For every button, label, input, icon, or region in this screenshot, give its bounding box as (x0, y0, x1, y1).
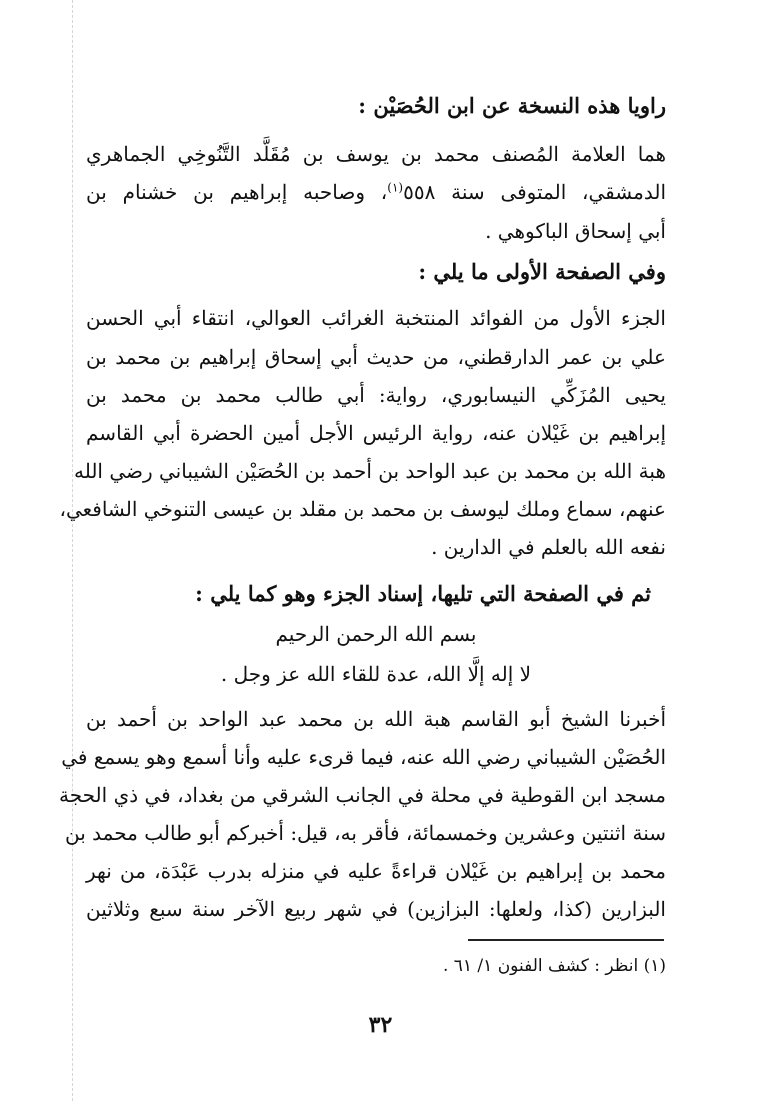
para2-line5: هبة الله بن محمد بن عبد الواحد بن أحمد بن الحُصَيْن الشيباني رضي الله (73, 459, 666, 483)
para1-line2-end: ، وصاحبه إبراهيم بن خشنام بن (86, 180, 388, 204)
para2-line6: عنهم، سماع وملك ليوسف بن محمد بن مقلد بن عيسى التنوخي الشافعي، (59, 497, 666, 521)
para3-line1: أخبرنا الشيخ أبو القاسم هبة الله بن محمد عبد الواحد بن أحمد بن (86, 707, 666, 731)
tahlil: لا إله إلَّا الله، عدة للقاء الله عز وجل . (220, 662, 532, 686)
para3-line2: الحُصَيْن الشيباني رضي الله عنه، فيما قرىء عليه وأنا أسمع وهو يسمع في (61, 745, 666, 769)
page-number: ٣٢ (368, 1012, 393, 1038)
heading-narrators: راويا هذه النسخة عن ابن الحُصَيْن : (358, 93, 666, 118)
scan-binding-edge (72, 0, 73, 1101)
para2-line4: إبراهيم بن غَيْلان عنه، رواية الرئيس الأجل أمين الحضرة أبي القاسم (86, 421, 666, 445)
para2-line7: نفعه الله بالعلم في الدارين . (431, 535, 666, 559)
para3-line3: مسجد ابن القوطية في محلة في الجانب الشرقي من بغداد، في ذي الحجة (59, 783, 666, 807)
para1-line2-start: الدمشقي، المتوفى سنة ٥٥٨ (403, 180, 666, 204)
para3-line4: سنة اثنتين وعشرين وخمسمائة، فأقر به، قيل: أخبركم أبو طالب محمد بن (65, 821, 666, 845)
footnote-marker: (١) (387, 180, 404, 195)
heading-first-page: وفي الصفحة الأولى ما يلي : (418, 259, 666, 284)
footnote: (١) انظر : كشف الفنون ١/ ٦١ . (442, 956, 666, 976)
para1-line1: هما العلامة المُصنف محمد بن يوسف بن مُقَلَّد التَّنُوخِي الجماهري (86, 142, 666, 166)
footnote-divider (468, 939, 664, 941)
para1-line3: أبي إسحاق الباكوهي . (485, 219, 666, 243)
para2-line3: يحيى المُزَكِّي النيسابوري، رواية: أبي طالب محمد بن محمد بن (86, 383, 666, 407)
para2-line1: الجزء الأول من الفوائد المنتخبة الغرائب العوالي، انتقاء أبي الحسن (86, 306, 666, 330)
para3-line5: محمد بن إبراهيم بن غَيْلان قراءةً عليه في منزله بدرب عَبْدَة، من نهر (86, 859, 666, 883)
para1-line2 (86, 178, 666, 206)
para3-line6: البزارين (كذا، ولعلها: البزازين) في شهر ربيع الآخر سنة سبع وثلاثين (86, 897, 666, 921)
basmala: بسم الله الرحمن الرحيم (275, 622, 477, 646)
heading-next-page: ثم في الصفحة التي تليها، إسناد الجزء وهو كما يلي : (195, 581, 651, 606)
para2-line2: علي بن عمر الدارقطني، من حديث أبي إسحاق إبراهيم بن محمد بن (86, 345, 666, 369)
